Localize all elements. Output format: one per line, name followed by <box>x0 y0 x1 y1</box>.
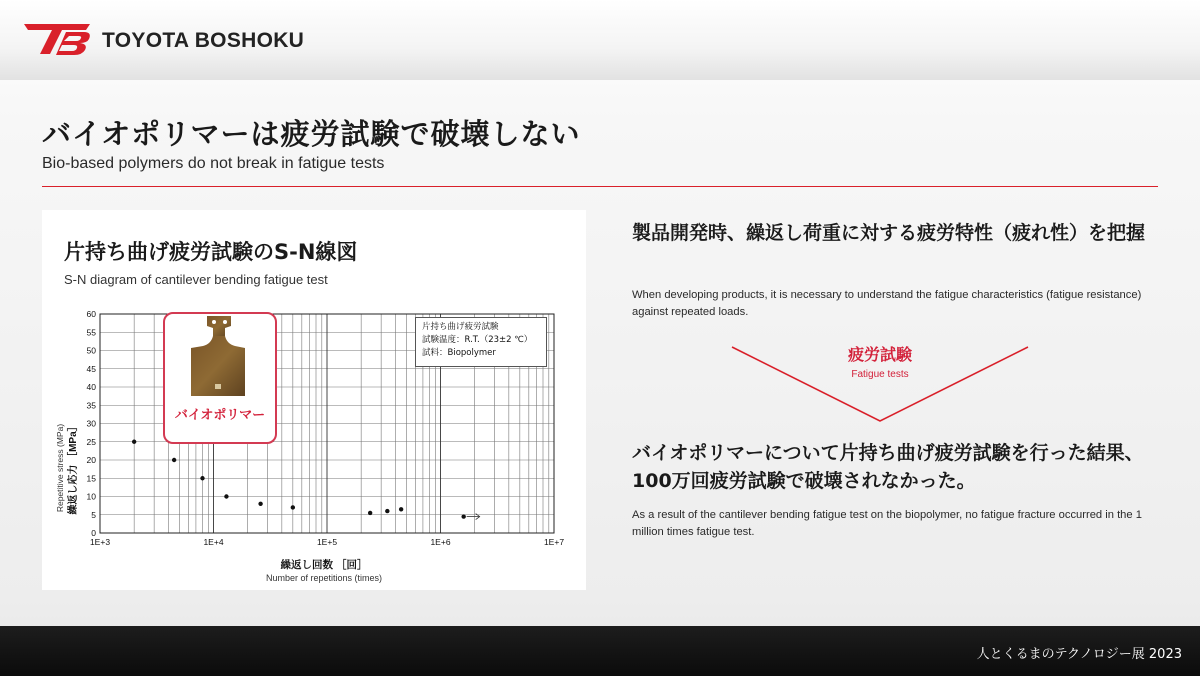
right-heading-1: 製品開発時、繰返し荷重に対する疲労特性（疲れ性）を把握 <box>632 222 1146 244</box>
title-divider <box>42 186 1158 187</box>
brand-name: TOYOTA BOSHOKU <box>102 29 305 52</box>
data-point <box>224 494 228 498</box>
chart-title: 片持ち曲げ疲労試験のS-N線図 <box>64 240 358 264</box>
right-text-1: When developing products, it is necessary to understand the fatigue characteristics (fatigue resistance) against repeated loads. <box>632 289 1142 318</box>
footer-bar <box>0 626 1200 676</box>
info-line-test: 片持ち曲げ疲労試験 <box>422 322 499 332</box>
y-axis-label: 繰返し応力 ［MPa］ <box>68 421 79 515</box>
data-point <box>368 511 372 515</box>
page-subtitle: Bio-based polymers do not break in fatigue tests <box>42 155 385 172</box>
y-tick-label: 5 <box>91 509 96 520</box>
y-tick-label: 15 <box>86 473 96 484</box>
x-tick-label: 1E+7 <box>543 537 565 547</box>
chart-subtitle: S-N diagram of cantilever bending fatigue test <box>64 272 328 287</box>
event-name: 人とくるまのテクノロジー展 2023 <box>976 647 1182 662</box>
data-point <box>399 507 403 511</box>
y-tick-label: 0 <box>91 528 96 538</box>
data-point <box>200 476 204 480</box>
sn-chart <box>42 210 586 590</box>
data-point <box>385 509 389 513</box>
data-point <box>291 505 295 509</box>
toyota-boshoku-logo-icon <box>22 20 94 58</box>
specimen-inset <box>163 312 277 444</box>
y-tick-label: 55 <box>86 327 96 338</box>
x-tick-label: 1E+5 <box>316 537 338 547</box>
x-tick-label: 1E+4 <box>203 537 224 547</box>
specimen-image-icon <box>165 314 275 404</box>
y-tick-label: 35 <box>86 400 96 411</box>
fatigue-test-label: 疲労試験 <box>847 345 912 364</box>
top-bar <box>0 0 1200 80</box>
data-point <box>172 458 176 462</box>
y-tick-label: 40 <box>86 382 96 392</box>
x-tick-label: 1E+6 <box>430 537 451 547</box>
chart-panel <box>42 210 586 590</box>
y-tick-label: 60 <box>86 309 96 319</box>
x-tick-label: 1E+3 <box>89 537 111 547</box>
y-tick-label: 30 <box>86 418 96 429</box>
x-axis-label-en: Number of repetitions (times) <box>265 573 383 583</box>
data-point <box>132 440 136 444</box>
y-tick-label: 20 <box>86 455 96 465</box>
test-info-box <box>415 317 547 367</box>
right-heading-2: バイオポリマーについて片持ち曲げ疲労試験を行った結果、100万回疲労試験で破壊されなかった。 <box>632 442 1144 492</box>
specimen-label: バイオポリマー <box>174 408 266 423</box>
info-line-sample: 試料：Biopolymer <box>422 348 496 358</box>
y-tick-label: 25 <box>86 436 96 447</box>
info-line-temperature: 試験温度：R.T.（23±2 ℃） <box>422 335 533 345</box>
fatigue-test-label-en: Fatigue tests <box>851 369 909 380</box>
data-point <box>461 514 465 518</box>
page-title: バイオポリマーは疲労試験で破壊しない <box>42 117 581 151</box>
y-axis-label-en: Repetitive stress (MPa) <box>55 423 65 513</box>
y-tick-label: 50 <box>86 345 96 356</box>
y-tick-label: 45 <box>86 363 96 374</box>
right-text-2: As a result of the cantilever bending fatigue test on the biopolymer, no fatigue fracture occurred in the 1 million times fatigue test. <box>632 509 1142 538</box>
y-tick-label: 10 <box>86 491 96 502</box>
data-point <box>258 502 262 506</box>
x-axis-label: 繰返し回数 ［回］ <box>280 559 368 571</box>
